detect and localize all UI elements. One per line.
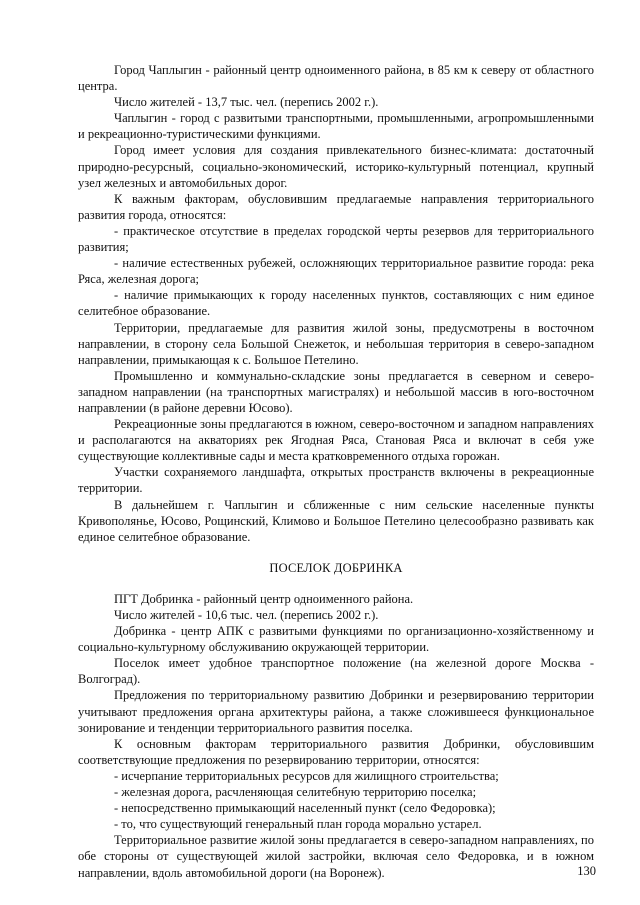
paragraph: Территории, предлагаемые для развития жилой зоны, предусмотрены в восточном направлении, в сторону села Большой Снежеток, и небольшая территория в северо-западном направлении, примыкающая к с. Большое Петелино. <box>78 320 594 367</box>
list-item: - исчерпание территориальных ресурсов для жилищного строительства; <box>114 768 499 783</box>
paragraph: Рекреационные зоны предлагаются в южном, северо-восточном и западном направлениях и располагаются на акваториях рек Ягодная Ряса, Становая Ряса и включат в себя уже существующие коллективные сады и места кратковременного отдыха горожан. <box>78 417 594 464</box>
paragraph: Число жителей - 10,6 тыс. чел. (перепись 2002 г.). <box>114 608 379 622</box>
paragraph: Чаплыгин - город с развитыми транспортными, промышленными, агропромышленными и рекреационно-туристическими функциями. <box>78 111 594 142</box>
paragraph: В дальнейшем г. Чаплыгин и сближенные с ним сельские населенные пункты Кривополянье, Юсово, Рощинский, Климово и Большое Петелино целесообразно развивать как единое селитебное образование. <box>78 497 594 544</box>
paragraph: Территориальное развитие жилой зоны предлагается в северо-западном направлениях, по обе стороны от существующей жилой застройки, включая село Федоровка, и в южном направлении, вдоль автомобильной дороги (на Воронеж). <box>78 833 594 880</box>
document-page <box>78 62 594 881</box>
list-item: - железная дорога, расчленяющая селитебную территорию поселка; <box>114 785 477 800</box>
paragraph: Город Чаплыгин - районный центр одноименного района, в 85 км к северу от областного центра. <box>78 63 594 94</box>
list-item: - практическое отсутствие в пределах городской черты резервов для территориального развития; <box>78 223 594 255</box>
paragraph: Промышленно и коммунально-складские зоны предлагается в северном и северо-западном направлении (на транспортных магистралях) и небольшой массив в юго-восточном направлении (в районе деревни Юсово). <box>78 368 594 415</box>
paragraph: Число жителей - 13,7 тыс. чел. (перепись 2002 г.). <box>114 95 379 110</box>
paragraph: ПГТ Добринка - районный центр одноименного района. <box>114 591 414 606</box>
paragraph: Участки сохраняемого ландшафта, открытых пространств включены в рекреационные территории. <box>78 465 594 496</box>
page-number: 130 <box>577 864 596 878</box>
list-item: - непосредственно примыкающий населенный пункт (село Федоровка); <box>114 801 496 816</box>
paragraph: Город имеет условия для создания привлекательного бизнес-климата: достаточный природно-ресурсный, социально-экономический, историко-культурный потенциал, крупный узел железных и автомобильных дорог. <box>78 143 594 190</box>
list-item: - то, что существующий генеральный план города морально устарел. <box>114 817 482 832</box>
list-item: - наличие примыкающих к городу населенных пунктов, составляющих с ним единое селитебное образование. <box>78 288 594 319</box>
paragraph: Добринка - центр АПК с развитыми функциями по организационно-хозяйственному и социально-культурному обслуживанию окружающей территории. <box>78 624 594 655</box>
section-heading: ПОСЕЛОК ДОБРИНКА <box>269 560 403 575</box>
paragraph: Поселок имеет удобное транспортное положение (на железной дороге Москва - Волгоград). <box>78 656 594 687</box>
paragraph: Предложения по территориальному развитию Добринки и резервированию территории учитывают предложения органа архитектуры района, а также сложившееся функциональное зонирование и тенденции территориального развития поселка. <box>78 688 594 735</box>
list-item: - наличие естественных рубежей, осложняющих территориальное развитие города: река Ряса, железная дорога; <box>78 256 594 287</box>
paragraph: К важным факторам, обусловившим предлагаемые направления территориального развития города, относятся: <box>78 191 594 222</box>
paragraph: К основным факторам территориального развития Добринки, обусловившим соответствующие предложения по резервированию территории, относятся: <box>78 736 594 767</box>
